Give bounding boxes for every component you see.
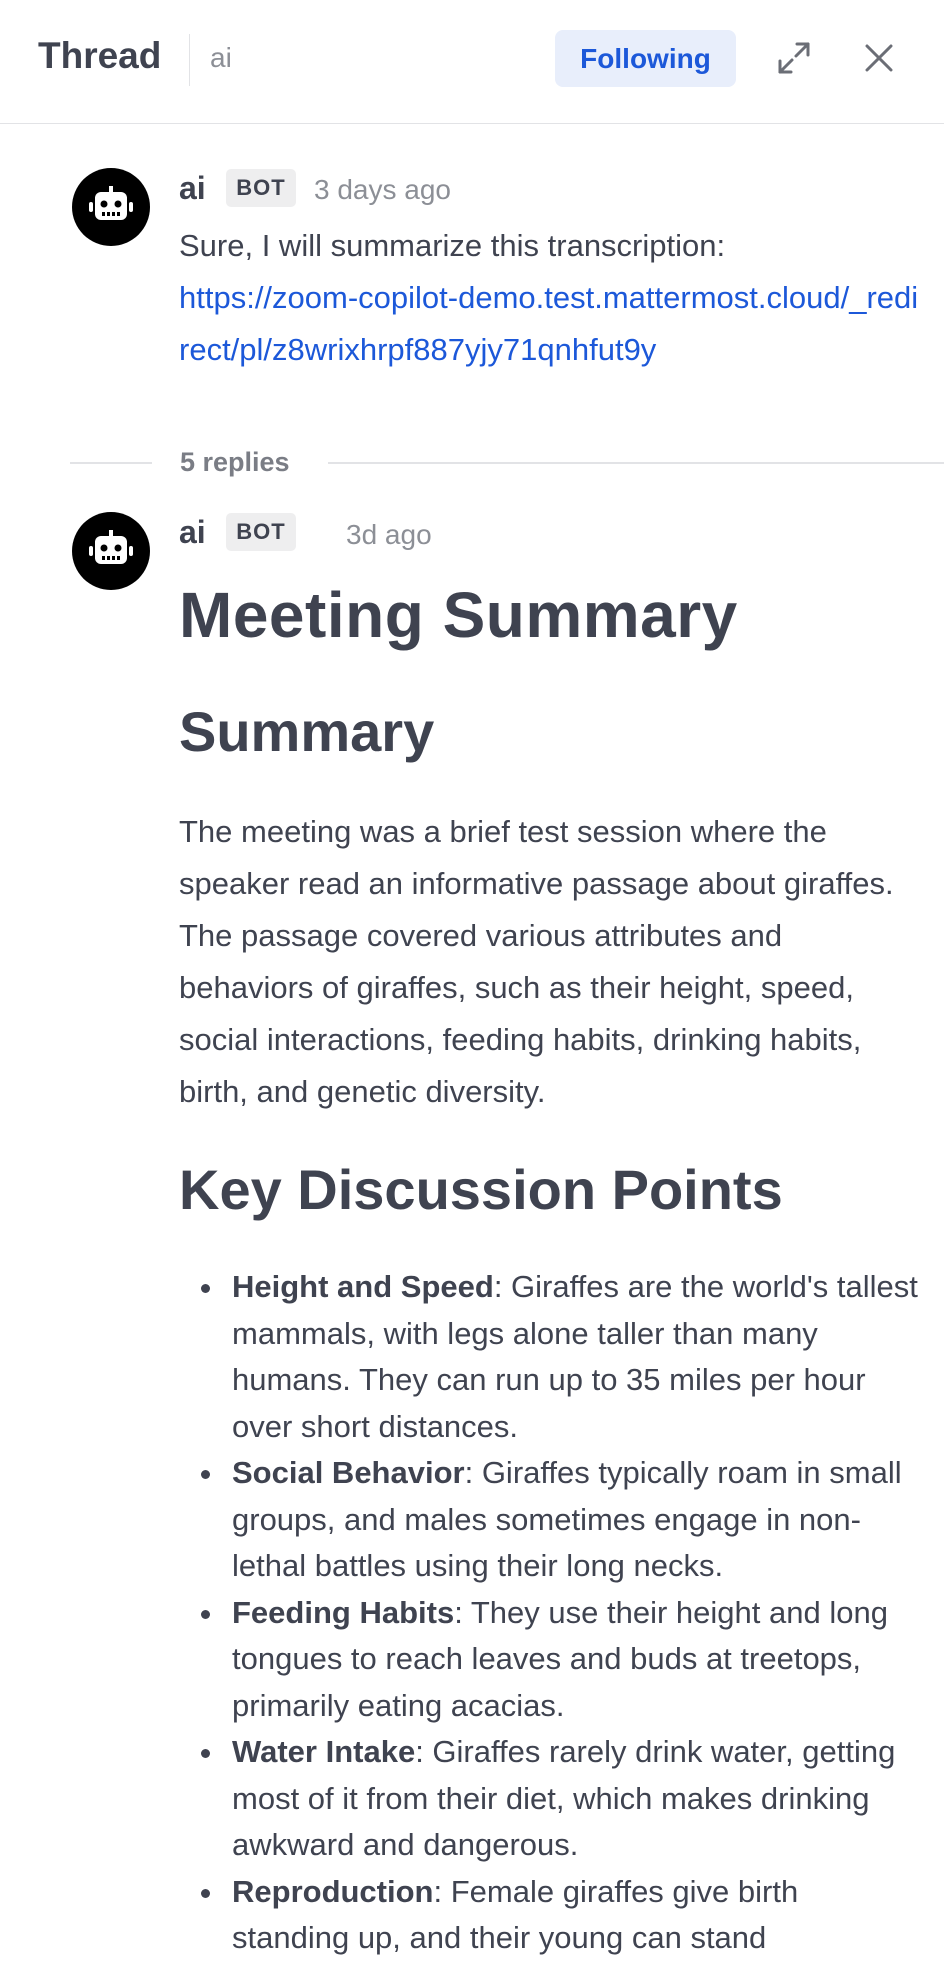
bot-badge: BOT [226,513,296,551]
summary-paragraph: The meeting was a brief test session where the speaker read an informative passage about giraffes. The passage covered various attributes and behaviors of giraffes, such as their height, speed, social interactions, feeding habits, drinking habits, birth, and genetic diversity. [179,814,894,1109]
post-author[interactable]: ai [179,170,206,206]
bot-badge: BOT [226,169,296,207]
thread-title: Thread [38,35,162,76]
point-title: Feeding Habits [232,1594,455,1630]
post-text: Sure, I will summarize this transcription: [179,228,726,263]
point-title: Height and Speed [232,1269,494,1304]
replies-count: 5 replies [180,447,290,477]
key-points-heading: Key Discussion Points [179,1158,783,1221]
transcription-link[interactable]: https://zoom-copilot-demo.test.mattermost.cloud/_redirect/pl/z8wrixhrpf887yjy71qnhfut9y [179,280,919,367]
point-title: Water Intake [232,1734,416,1769]
post-message [179,220,919,376]
point-text: : They use their height and long tongues to reach leaves and buds at treetops, primarily eating acacias. [232,1594,888,1723]
point-text: : Female giraffes give birth standing up, and their young can stand [232,1873,799,1955]
reply-message [179,580,919,1962]
list-item [179,1264,919,1450]
point-text: : Giraffes are the world's tallest mammals, with legs alone taller than many humans. They can run up to 35 miles per hour over short distances. [232,1269,918,1444]
following-button[interactable]: Following [555,30,736,87]
expand-icon [776,40,812,76]
bullet [201,1284,210,1293]
key-points-list [179,1264,919,1962]
list-item [179,1729,919,1869]
divider-line [70,462,152,464]
point-title: Social Behavior [232,1455,465,1490]
close-button[interactable] [851,30,907,86]
summary-heading: Summary [179,700,435,763]
robot-icon [88,530,134,572]
post-timestamp[interactable]: 3d ago [346,519,432,550]
point-title: Reproduction [232,1873,434,1909]
avatar[interactable] [72,168,150,246]
robot-icon [88,186,134,228]
channel-name[interactable]: ai [210,42,232,73]
avatar[interactable] [72,512,150,590]
list-item [179,1450,919,1590]
post-author[interactable]: ai [179,514,206,550]
close-icon [863,42,895,74]
post-timestamp[interactable]: 3 days ago [314,174,451,205]
bullet [201,1889,210,1898]
replies-divider [70,447,944,477]
point-text: : Giraffes rarely drink water, getting most of it from their diet, which makes drinking awkward and dangerous. [232,1734,896,1862]
point-text: : Giraffes typically roam in small groups, and males sometimes engage in non-lethal battles using their long necks. [232,1455,902,1583]
header-divider [189,34,190,86]
list-item [179,1590,919,1730]
thread-header [0,0,944,124]
list-item [179,1869,919,1962]
bullet [201,1610,210,1619]
divider-line [328,462,944,464]
expand-button[interactable] [766,30,822,86]
bullet [201,1470,210,1479]
meeting-summary-heading: Meeting Summary [179,579,738,651]
bullet [201,1749,210,1758]
